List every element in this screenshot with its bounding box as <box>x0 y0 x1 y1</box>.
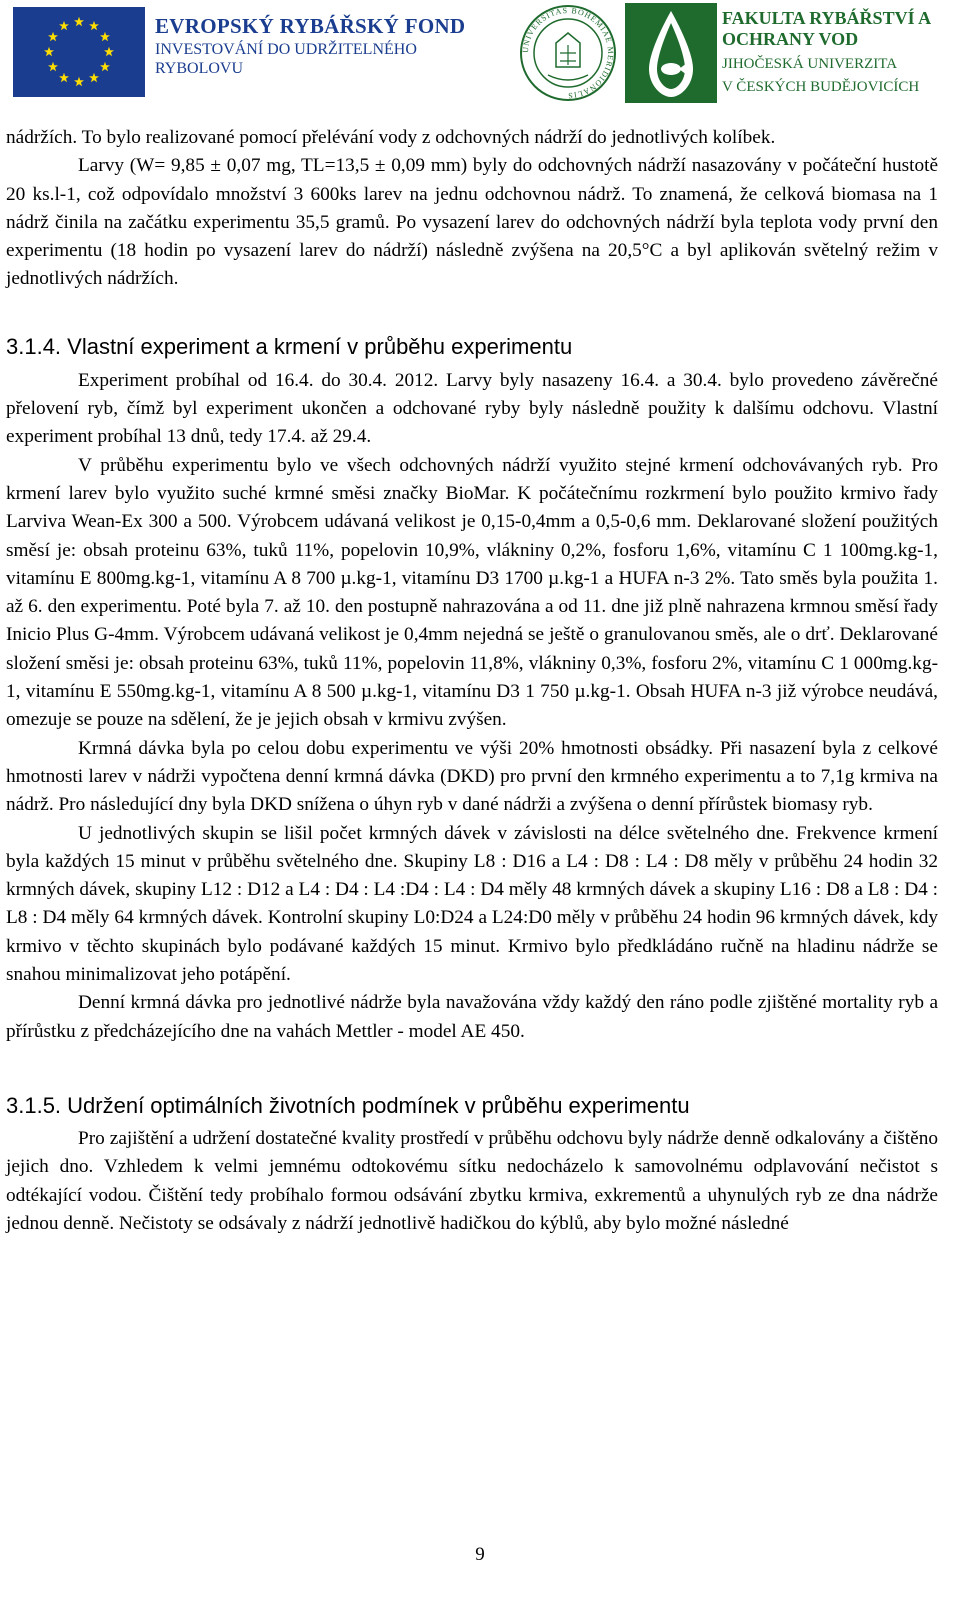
paragraph-5: Krmná dávka byla po celou dobu experimentu ve výši 20% hmotnosti obsádky. Při nasazení byla z celkové hmotnosti larev v nádrži vypočtena denní krmná dávka (DKD) pro první den krmného experimentu a to 7,1g krmiva na nádrž. Pro následující dny byla DKD snížena o úhyn ryb v dané nádrži a zvýšena o denní přírůstek biomasy ryb. <box>6 737 938 816</box>
section-heading-3-1-5: 3.1.5. Udržení optimálních životních podmínek v průběhu experimentu <box>6 1092 690 1118</box>
paragraph-6: U jednotlivých skupin se lišil počet krmných dávek v závislosti na délce světelného dne. Frekvence krmení byla každých 15 minut v průběhu světelného dne. Skupiny L8 : D16 a L4 : D8 : L4 : D8 měly v průběhu 24 hodin 32 krmných dávek, skupiny L12 : D12 a L4 : D4 : L4 :D4 : L4 : D4 měly 48 krmných dávek a skupiny L16 : D8 a L8 : D4 : L8 : D4 měly 64 krmných dávek. Kontrolní skupiny L0:D24 a L24:D0 měly v průběhu 24 hodin 96 krmných dávek, kdy krmivo v těchto skupinách bylo podávané každých 15 minut. Krmivo bylo předkládáno ručně na hladinu nádrže se snahou minimalizovat jeho potápění. <box>6 822 938 986</box>
paragraph-4: V průběhu experimentu bylo ve všech odchovných nádrží využito stejné krmení odchovávaných ryb. Pro krmení larev bylo využito suché krmné směsi značky BioMar. K počátečnímu rozkrmení bylo použito krmivo řady Larviva Wean-Ex 300 a 500. Výrobcem udávaná velikost je 0,15-0,4mm a 0,5-0,6 mm. Deklarované složení použitých směsí je: obsah proteinu 63%, tuků 11%, popelovin 10,9%, vlákniny 0,2%, fosforu 1,6%, vitamínu C 1 100mg.kg-1, vitamínu E 800mg.kg-1, vitamínu A 8 700 µ.kg-1, vitamínu D3 1700 µ.kg-1 a HUFA n-3 2%. Tato směs byla použita 1. až 6. den experimentu. Poté byla 7. až 10. den postupně nahrazována a od 11. dne již plně nahrazena krmnou směsí řady Inicio Plus G-4mm. Výrobcem udávaná velikost je 0,4mm nejedná se ještě o granulovanou směs, ale o drť. Deklarované složení směsi je: obsah proteinu 63%, tuků 11%, popelovin 11,8%, vlákniny 0,3%, fosforu 2%, vitamínu C 1 000mg.kg-1, vitamínu E 550mg.kg-1, vitamínu A 8 500 µ.kg-1, vitamínu D3 1 750 µ.kg-1. Obsah HUFA n-3 již výrobce neudává, omezuje se pouze na sdělení, že je jejich obsah v krmivu zvýšen. <box>6 454 938 731</box>
paragraph-1: nádržích. To bylo realizované pomocí přelévání vody z odchovných nádrží do jednotlivých kolíbek. <box>6 127 776 148</box>
eu-fund-subtitle-2: RYBOLOVU <box>155 60 244 77</box>
university-name-line-2: V ČESKÝCH BUDĚJOVICÍCH <box>722 79 920 95</box>
section-heading-3-1-4: 3.1.4. Vlastní experiment a krmení v průběhu experimentu <box>6 333 573 359</box>
university-name-line-1: JIHOČESKÁ UNIVERZITA <box>722 56 898 72</box>
main-content <box>6 124 938 1238</box>
paragraph-8: Pro zajištění a udržení dostatečné kvality prostředí v průběhu odchovu byly nádrže denně odkalovány a čištěno jejich dno. Vzhledem k velmi jemnému odtokovému sítku nedocházelo k samovolnému odplavování nečistot s odtékající vodou. Čištění tedy probíhalo formou odsávání zbytku krmiva, exkrementů a uhynulých ryb ze dna nádrže jednou denně. Nečistoty se odsávaly z nádrží jednotlivě hadičkou do kýblů, aby bylo možné následné <box>6 1127 938 1234</box>
university-seal-icon <box>518 3 618 103</box>
faculty-name-line-1: FAKULTA RYBÁŘSTVÍ A <box>722 8 932 28</box>
paragraph-7: Denní krmná dávka pro jednotlivé nádrže byla navažována vždy každý den ráno podle zjištěné mortality ryb a přírůstku z předcházejícího dne na vahách Mettler - model AE 450. <box>6 992 938 1042</box>
page-number: 9 <box>475 1544 485 1565</box>
eu-flag-icon <box>13 7 145 97</box>
page-header <box>0 0 960 110</box>
eu-fund-text <box>155 14 465 78</box>
eu-fund-title: EVROPSKÝ RYBÁŘSKÝ FOND <box>155 14 466 38</box>
eu-fund-subtitle-1: INVESTOVÁNÍ DO UDRŽITELNÉHO <box>155 41 417 58</box>
faculty-name-line-2: OCHRANY VOD <box>722 29 859 49</box>
faculty-text <box>722 8 931 96</box>
paragraph-2: Larvy (W= 9,85 ± 0,07 mg, TL=13,5 ± 0,09 mm) byly do odchovných nádrží nasazovány v počáteční hustotě 20 ks.l-1, což odpovídalo množství 3 600ks larev na jednu odchovnou nádrž. To znamená, že celková biomasa na 1 nádrž činila na začátku experimentu 35,5 gramů. Po vysazení larev do odchovných nádrží byla teplota vody první den experimentu (18 hodin po vysazení larev do nádrží) následně zvýšena na 20,5°C a byl aplikován světelný režim v jednotlivých nádržích. <box>6 155 938 290</box>
paragraph-3: Experiment probíhal od 16.4. do 30.4. 2012. Larvy byly nasazeny 16.4. a 30.4. bylo provedeno závěrečné přelovení ryb, čímž byl experiment ukončen a odchované ryby byly následně použity k dalšímu odchovu. Vlastní experiment probíhal 13 dnů, tedy 17.4. až 29.4. <box>6 369 938 448</box>
fish-drop-logo-icon <box>625 3 717 103</box>
seal-text: UNIVERSITAS BOHEMIAE MERIDIONALIS <box>520 5 616 101</box>
